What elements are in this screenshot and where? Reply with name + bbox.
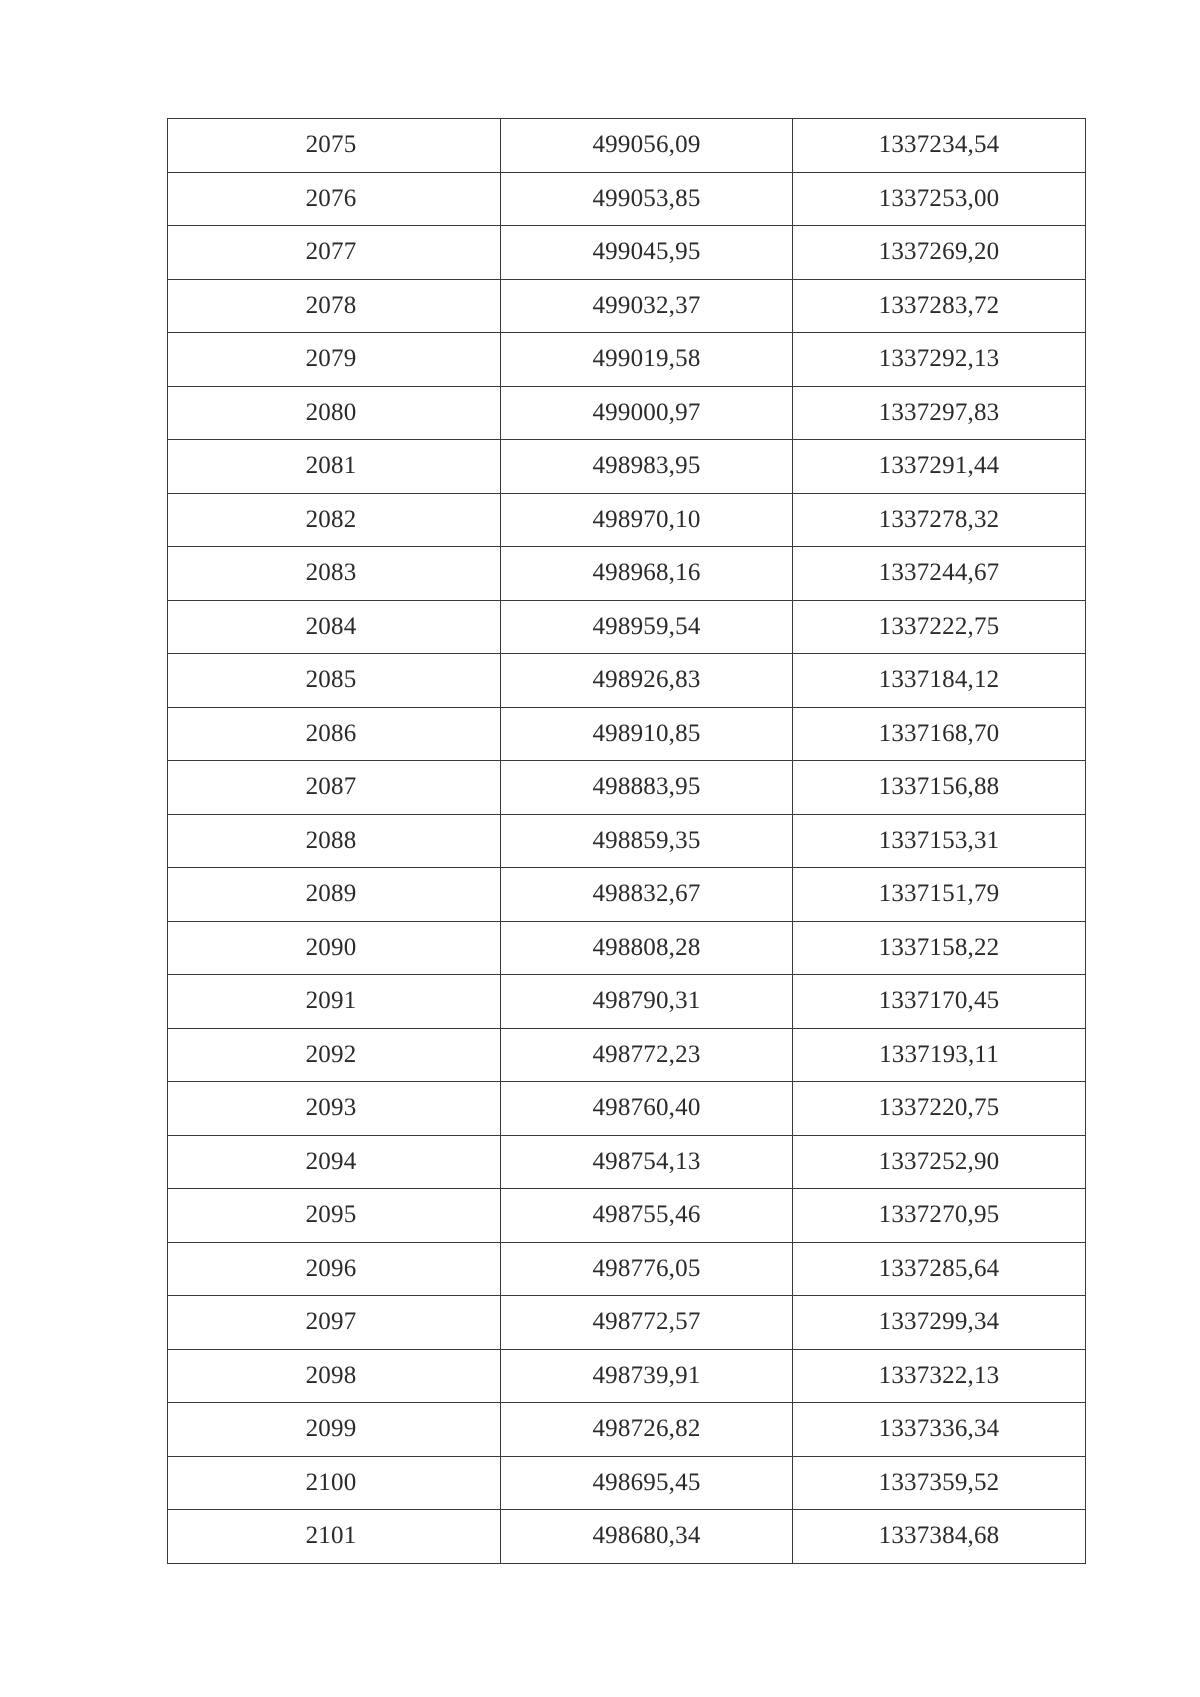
- table-row: [168, 333, 1086, 387]
- coordinates-table: [167, 118, 1086, 1564]
- point-number-cell: 2084: [168, 600, 501, 654]
- point-number-cell: 2099: [168, 1403, 501, 1457]
- y-coordinate-cell: 1337269,20: [793, 226, 1086, 280]
- x-coordinate-cell: 498910,85: [501, 707, 793, 761]
- table-row: [168, 386, 1086, 440]
- y-coordinate-cell: 1337184,12: [793, 654, 1086, 708]
- y-coordinate-cell: 1337153,31: [793, 814, 1086, 868]
- point-number-cell: 2100: [168, 1456, 501, 1510]
- point-number-cell: 2094: [168, 1135, 501, 1189]
- x-coordinate-cell: 498970,10: [501, 493, 793, 547]
- y-coordinate-cell: 1337170,45: [793, 975, 1086, 1029]
- point-number-cell: 2090: [168, 921, 501, 975]
- y-coordinate-cell: 1337193,11: [793, 1028, 1086, 1082]
- x-coordinate-cell: 498755,46: [501, 1189, 793, 1243]
- x-coordinate-cell: 498680,34: [501, 1510, 793, 1564]
- table-row: [168, 600, 1086, 654]
- x-coordinate-cell: 498832,67: [501, 868, 793, 922]
- y-coordinate-cell: 1337384,68: [793, 1510, 1086, 1564]
- x-coordinate-cell: 498772,23: [501, 1028, 793, 1082]
- y-coordinate-cell: 1337359,52: [793, 1456, 1086, 1510]
- table-row: [168, 921, 1086, 975]
- y-coordinate-cell: 1337234,54: [793, 119, 1086, 173]
- x-coordinate-cell: 498726,82: [501, 1403, 793, 1457]
- point-number-cell: 2082: [168, 493, 501, 547]
- table-row: [168, 707, 1086, 761]
- point-number-cell: 2078: [168, 279, 501, 333]
- table-row: [168, 1510, 1086, 1564]
- point-number-cell: 2095: [168, 1189, 501, 1243]
- x-coordinate-cell: 498926,83: [501, 654, 793, 708]
- table-row: [168, 1456, 1086, 1510]
- x-coordinate-cell: 498760,40: [501, 1082, 793, 1136]
- point-number-cell: 2081: [168, 440, 501, 494]
- table-row: [168, 654, 1086, 708]
- table-row: [168, 1349, 1086, 1403]
- table-row: [168, 172, 1086, 226]
- point-number-cell: 2088: [168, 814, 501, 868]
- table-row: [168, 975, 1086, 1029]
- y-coordinate-cell: 1337151,79: [793, 868, 1086, 922]
- x-coordinate-cell: 498959,54: [501, 600, 793, 654]
- point-number-cell: 2091: [168, 975, 501, 1029]
- point-number-cell: 2079: [168, 333, 501, 387]
- point-number-cell: 2093: [168, 1082, 501, 1136]
- table-row: [168, 814, 1086, 868]
- y-coordinate-cell: 1337285,64: [793, 1242, 1086, 1296]
- y-coordinate-cell: 1337299,34: [793, 1296, 1086, 1350]
- x-coordinate-cell: 498776,05: [501, 1242, 793, 1296]
- table-row: [168, 868, 1086, 922]
- point-number-cell: 2076: [168, 172, 501, 226]
- point-number-cell: 2080: [168, 386, 501, 440]
- x-coordinate-cell: 499032,37: [501, 279, 793, 333]
- y-coordinate-cell: 1337283,72: [793, 279, 1086, 333]
- x-coordinate-cell: 498695,45: [501, 1456, 793, 1510]
- point-number-cell: 2098: [168, 1349, 501, 1403]
- point-number-cell: 2085: [168, 654, 501, 708]
- y-coordinate-cell: 1337291,44: [793, 440, 1086, 494]
- y-coordinate-cell: 1337297,83: [793, 386, 1086, 440]
- x-coordinate-cell: 498983,95: [501, 440, 793, 494]
- point-number-cell: 2075: [168, 119, 501, 173]
- x-coordinate-cell: 499053,85: [501, 172, 793, 226]
- x-coordinate-cell: 499019,58: [501, 333, 793, 387]
- point-number-cell: 2077: [168, 226, 501, 280]
- table-row: [168, 440, 1086, 494]
- table-row: [168, 1082, 1086, 1136]
- x-coordinate-cell: 499000,97: [501, 386, 793, 440]
- point-number-cell: 2083: [168, 547, 501, 601]
- table-row: [168, 226, 1086, 280]
- table-row: [168, 1189, 1086, 1243]
- table-row: [168, 1135, 1086, 1189]
- point-number-cell: 2089: [168, 868, 501, 922]
- y-coordinate-cell: 1337244,67: [793, 547, 1086, 601]
- x-coordinate-cell: 498968,16: [501, 547, 793, 601]
- point-number-cell: 2096: [168, 1242, 501, 1296]
- y-coordinate-cell: 1337253,00: [793, 172, 1086, 226]
- coordinates-table-body: [168, 119, 1086, 1564]
- table-row: [168, 279, 1086, 333]
- y-coordinate-cell: 1337220,75: [793, 1082, 1086, 1136]
- table-row: [168, 1296, 1086, 1350]
- y-coordinate-cell: 1337278,32: [793, 493, 1086, 547]
- x-coordinate-cell: 498772,57: [501, 1296, 793, 1350]
- table-row: [168, 547, 1086, 601]
- x-coordinate-cell: 499045,95: [501, 226, 793, 280]
- y-coordinate-cell: 1337292,13: [793, 333, 1086, 387]
- point-number-cell: 2086: [168, 707, 501, 761]
- y-coordinate-cell: 1337270,95: [793, 1189, 1086, 1243]
- y-coordinate-cell: 1337252,90: [793, 1135, 1086, 1189]
- table-row: [168, 493, 1086, 547]
- y-coordinate-cell: 1337222,75: [793, 600, 1086, 654]
- y-coordinate-cell: 1337158,22: [793, 921, 1086, 975]
- x-coordinate-cell: 498739,91: [501, 1349, 793, 1403]
- table-row: [168, 1028, 1086, 1082]
- x-coordinate-cell: 498883,95: [501, 761, 793, 815]
- x-coordinate-cell: 498790,31: [501, 975, 793, 1029]
- y-coordinate-cell: 1337336,34: [793, 1403, 1086, 1457]
- table-row: [168, 761, 1086, 815]
- x-coordinate-cell: 499056,09: [501, 119, 793, 173]
- x-coordinate-cell: 498859,35: [501, 814, 793, 868]
- point-number-cell: 2092: [168, 1028, 501, 1082]
- table-row: [168, 1403, 1086, 1457]
- y-coordinate-cell: 1337322,13: [793, 1349, 1086, 1403]
- x-coordinate-cell: 498808,28: [501, 921, 793, 975]
- point-number-cell: 2101: [168, 1510, 501, 1564]
- table-row: [168, 119, 1086, 173]
- point-number-cell: 2097: [168, 1296, 501, 1350]
- y-coordinate-cell: 1337156,88: [793, 761, 1086, 815]
- x-coordinate-cell: 498754,13: [501, 1135, 793, 1189]
- point-number-cell: 2087: [168, 761, 501, 815]
- y-coordinate-cell: 1337168,70: [793, 707, 1086, 761]
- table-row: [168, 1242, 1086, 1296]
